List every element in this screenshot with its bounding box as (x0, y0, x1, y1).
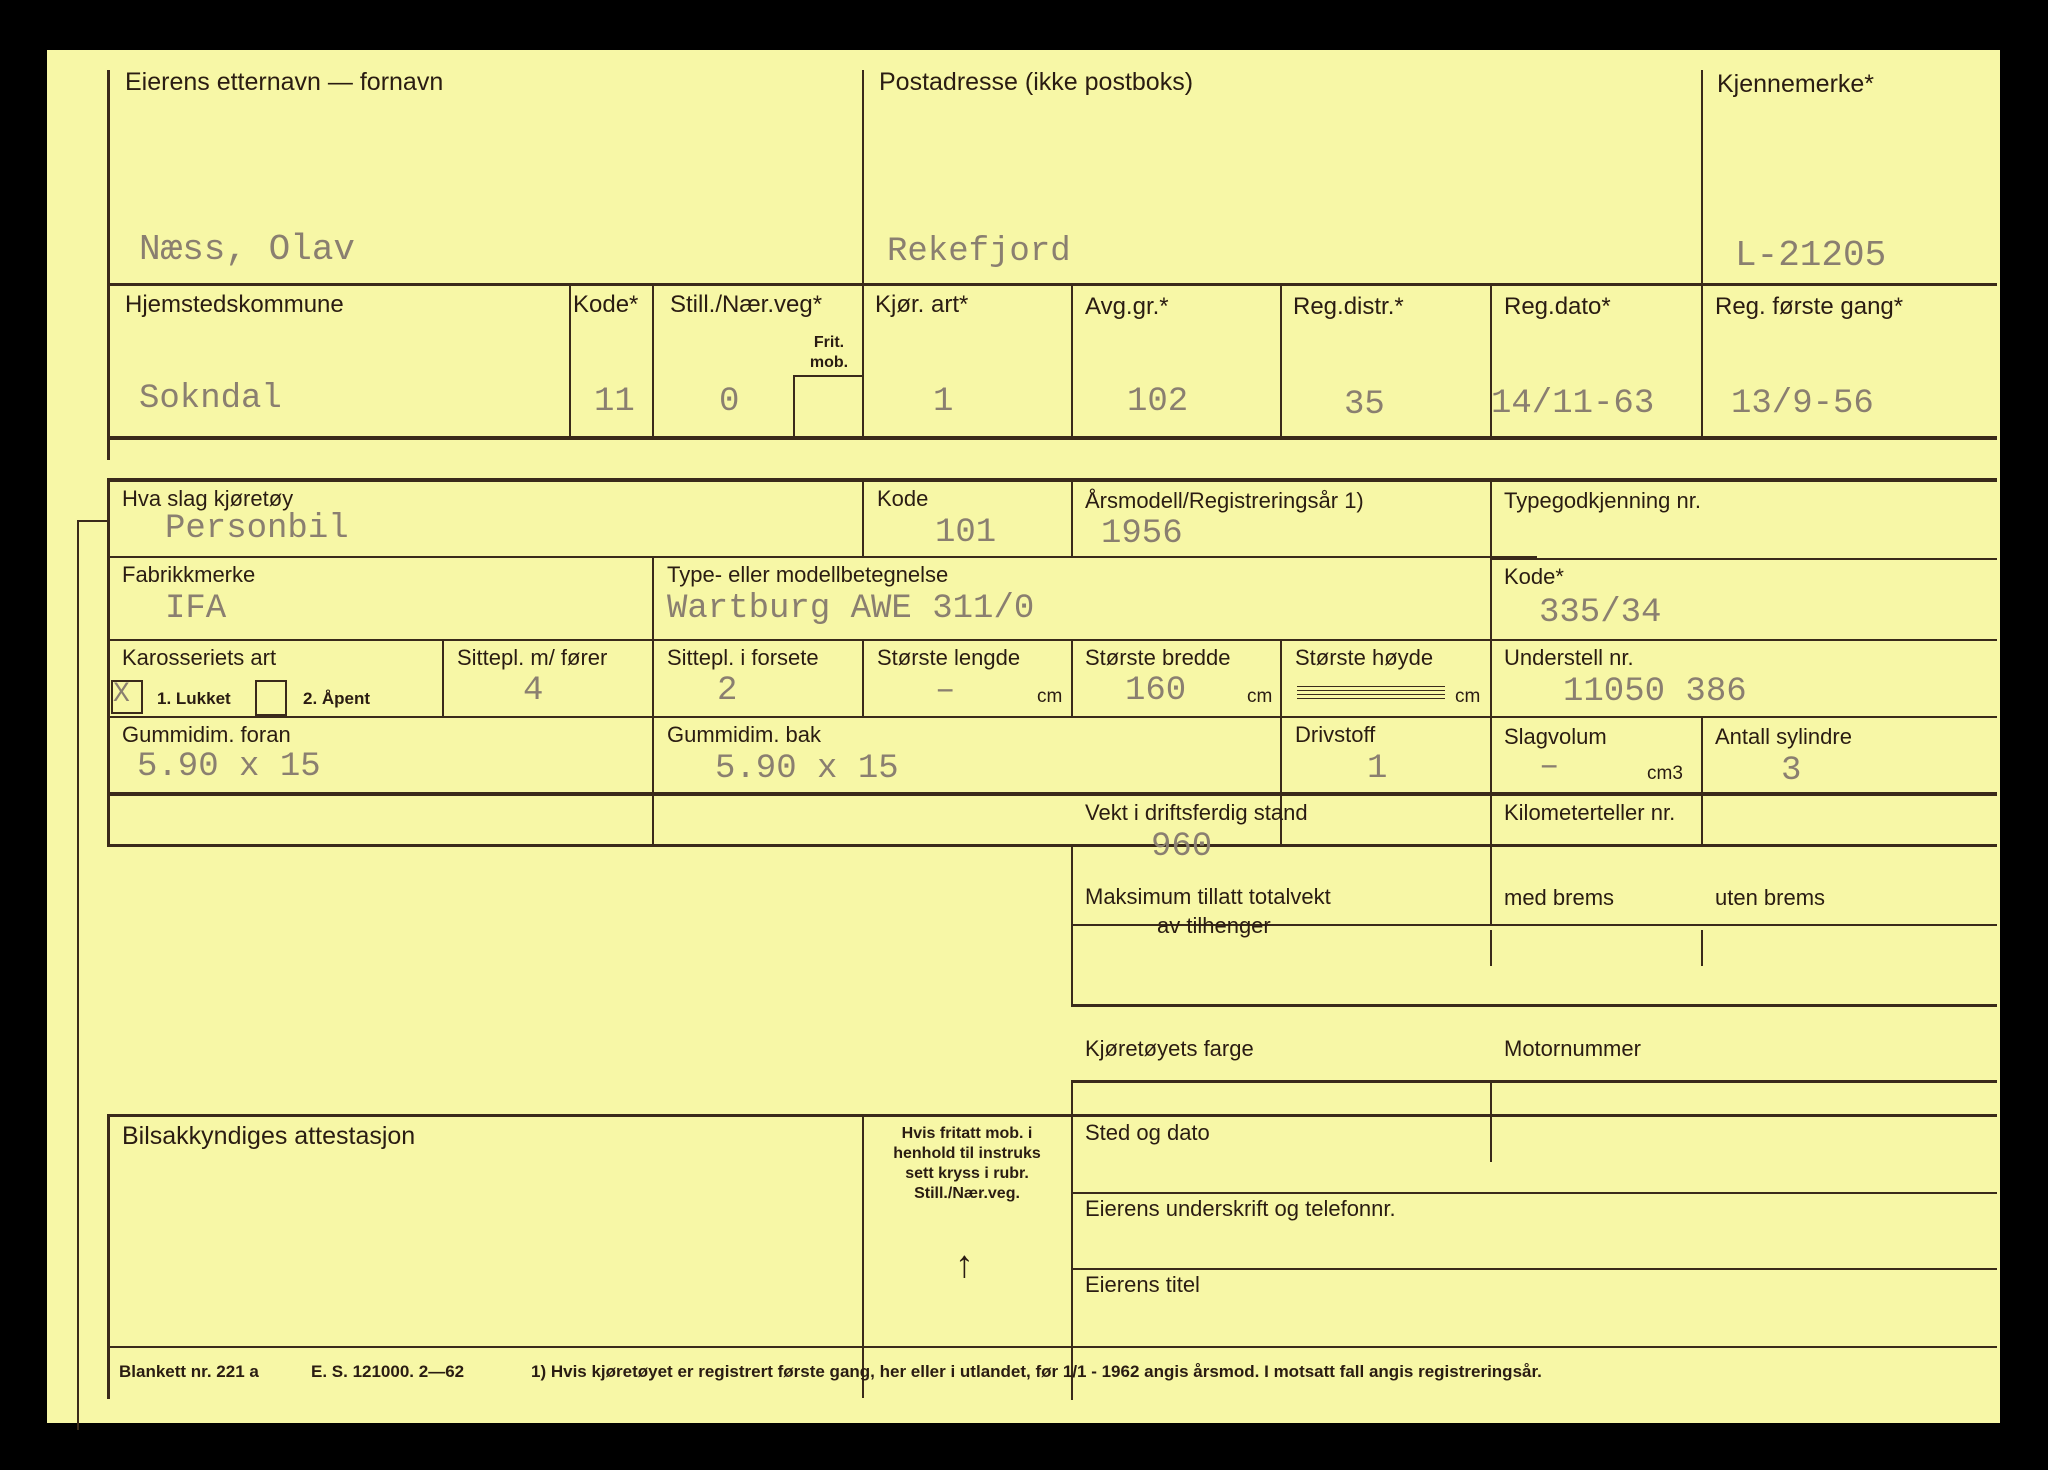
divider (1071, 1004, 1997, 1007)
address-value: Rekefjord (887, 233, 1071, 271)
still-label: Still./Nær.veg* (670, 291, 823, 318)
address-label: Postadresse (ikke postboks) (879, 68, 1194, 96)
seats-value: 4 (523, 672, 544, 710)
divider (1280, 286, 1282, 436)
divider (442, 641, 444, 717)
length-unit: cm (1037, 686, 1063, 707)
divider (1490, 846, 1492, 924)
divider (862, 1116, 864, 1398)
municipality-label: Hjemstedskommune (125, 291, 344, 318)
divider (77, 520, 109, 522)
footnote: 1) Hvis kjøretøyet er registrert første gang, her eller i utlandet, før 1/1 - 1962 angis årsmod. I motsatt fall angis registreringsår. (531, 1362, 1542, 1381)
divider (1071, 641, 1073, 717)
divider (569, 286, 571, 436)
divider (1490, 1082, 1492, 1162)
length-label: Største lengde (877, 645, 1021, 670)
kjor-value: 1 (933, 383, 954, 421)
registration-card (47, 50, 2000, 1423)
divider (1490, 558, 1997, 560)
vehicle-type-label: Hva slag kjøretøy (122, 486, 294, 511)
length-value: – (935, 672, 956, 710)
without-brake-label: uten brems (1715, 885, 1826, 910)
volume-unit: cm3 (1647, 763, 1683, 784)
divider (1701, 718, 1703, 846)
still-sub-label: Frit. mob. (809, 334, 849, 371)
divider (107, 556, 1537, 558)
divider (1071, 482, 1073, 556)
regforste-label: Reg. første gang* (1715, 293, 1904, 320)
strike-line (1297, 698, 1445, 699)
chassis-label: Understell nr. (1504, 645, 1634, 670)
divider (107, 844, 1997, 847)
avg-value: 102 (1127, 383, 1189, 421)
regdistr-label: Reg.distr.* (1293, 293, 1404, 320)
divider (107, 478, 110, 846)
color-label: Kjøretøyets farge (1085, 1036, 1254, 1061)
kode-label: Kode* (573, 291, 639, 318)
year-label: Årsmodell/Registreringsår 1) (1085, 488, 1364, 513)
place-date-label: Sted og dato (1085, 1120, 1210, 1145)
regdato-value: 14/11-63 (1491, 385, 1655, 423)
vehicle-type-value: Personbil (165, 510, 349, 548)
front-seats-value: 2 (717, 672, 738, 710)
cylinders-label: Antall sylindre (1715, 724, 1852, 749)
municipality-value: Sokndal (139, 380, 282, 418)
typegodkjenning-label: Typegodkjenning nr. (1504, 488, 1701, 513)
divider (107, 792, 1997, 795)
attestation-note: Hvis fritatt mob. i henhold til instruks sett kryss i rubr. Still./Nær.veg. (893, 1125, 1041, 1202)
regdistr-value: 35 (1344, 386, 1385, 424)
weight-label: Vekt i driftsferdig stand (1085, 800, 1308, 825)
kode-value: 11 (594, 383, 635, 421)
regforste-value: 13/9-56 (1731, 385, 1874, 423)
divider (107, 639, 1997, 641)
divider (107, 283, 1997, 286)
owner-title-label: Eierens titel (1085, 1272, 1200, 1297)
with-brake-label: med brems (1504, 885, 1615, 910)
still-value: 0 (719, 383, 740, 421)
volume-label: Slagvolum (1504, 724, 1607, 749)
divider (652, 286, 654, 436)
divider (1071, 286, 1073, 436)
width-unit: cm (1247, 686, 1273, 707)
cylinders-value: 3 (1781, 752, 1802, 790)
divider (107, 716, 1997, 718)
kode2-value: 335/34 (1539, 594, 1662, 632)
print-info: E. S. 121000. 2—62 (311, 1362, 465, 1381)
divider (77, 520, 79, 1430)
strike-line (1297, 686, 1445, 687)
strike-line (1297, 690, 1445, 691)
year-value: 1956 (1101, 515, 1183, 553)
height-unit: cm (1455, 686, 1481, 707)
attestation-title: Bilsakkyndiges attestasjon (122, 1122, 416, 1150)
make-value: IFA (165, 590, 227, 628)
owner-value: Næss, Olav (139, 229, 356, 270)
fuel-value: 1 (1367, 750, 1388, 788)
divider (1071, 1080, 1073, 1400)
kjor-label: Kjør. art* (875, 291, 969, 318)
divider (793, 375, 862, 377)
body-label: Karosseriets art (122, 645, 277, 670)
divider (1701, 286, 1703, 436)
model-label: Type- eller modellbetegnelse (667, 562, 949, 587)
divider (107, 1114, 1997, 1117)
avg-label: Avg.gr.* (1085, 293, 1169, 320)
body-check-mark: X (113, 679, 130, 710)
divider (107, 478, 1997, 482)
trailer-label-1: Maksimum tillatt totalvekt (1085, 884, 1331, 909)
divider (107, 1114, 110, 1399)
divider (862, 286, 864, 436)
divider (1071, 1268, 1997, 1270)
divider (1071, 1192, 1997, 1194)
divider (862, 482, 864, 556)
tyre-front-label: Gummidim. foran (122, 722, 291, 747)
tyre-front-value: 5.90 x 15 (137, 748, 321, 786)
divider (793, 375, 795, 436)
height-label: Største høyde (1295, 645, 1434, 670)
front-seats-label: Sittepl. i forsete (667, 645, 819, 670)
trailer-label-2: av tilhenger (1157, 913, 1271, 938)
width-label: Største bredde (1085, 645, 1231, 670)
width-value: 160 (1125, 672, 1187, 710)
engine-label: Motornummer (1504, 1036, 1641, 1061)
divider (1071, 1080, 1997, 1083)
divider (652, 558, 654, 846)
body-checkbox-open (255, 680, 287, 716)
divider (1490, 930, 1492, 966)
divider (107, 1346, 1997, 1348)
divider (862, 641, 864, 717)
vehicle-kode-value: 101 (935, 514, 997, 552)
vehicle-kode-label: Kode (877, 486, 929, 511)
seats-label: Sittepl. m/ fører (457, 645, 608, 670)
arrow-up-icon: ↑ (955, 1244, 974, 1286)
tyre-rear-label: Gummidim. bak (667, 722, 822, 747)
divider (1490, 482, 1492, 845)
body-option-closed: 1. Lukket (157, 689, 231, 708)
plate-label: Kjennemerke* (1717, 70, 1875, 98)
owner-label: Eierens etternavn — fornavn (125, 68, 444, 96)
model-value: Wartburg AWE 311/0 (667, 590, 1035, 628)
make-label: Fabrikkmerke (122, 562, 256, 587)
divider (1701, 930, 1703, 966)
form-number: Blankett nr. 221 a (119, 1362, 259, 1381)
weight-value: 960 (1151, 828, 1213, 866)
divider (107, 436, 1997, 440)
divider (107, 70, 110, 460)
volume-value: – (1539, 748, 1560, 786)
kode2-label: Kode* (1504, 564, 1564, 589)
body-option-open: 2. Åpent (303, 689, 371, 708)
divider (1071, 846, 1073, 1006)
tyre-rear-value: 5.90 x 15 (715, 750, 899, 788)
fuel-label: Drivstoff (1295, 722, 1376, 747)
km-label: Kilometerteller nr. (1504, 800, 1676, 825)
signature-label: Eierens underskrift og telefonnr. (1085, 1196, 1396, 1221)
strike-line (1297, 694, 1445, 695)
plate-value: L-21205 (1735, 235, 1887, 276)
chassis-value: 11050 386 (1563, 673, 1747, 711)
regdato-label: Reg.dato* (1504, 293, 1611, 320)
